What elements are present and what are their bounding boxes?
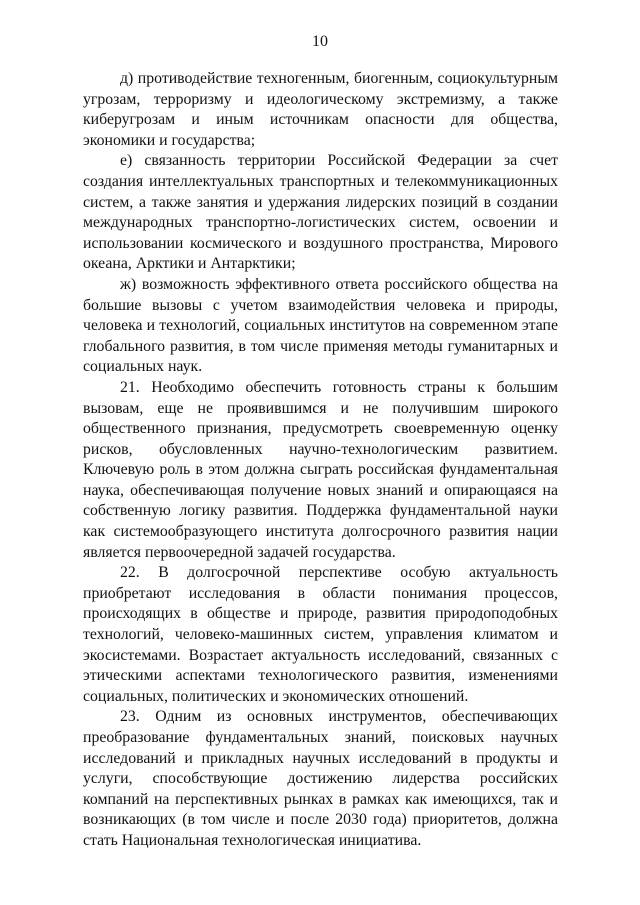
document-body xyxy=(83,69,558,852)
paragraph-23: 23. Одним из основных инструментов, обеспечивающих преобразование фундаментальных знаний, поисковых научных исследований и прикладных научных исследований в продукты и услуги, способствующие достижению лидерства российских компаний на перспективных рынках в рамках как имеющихся, так и возникающих (в том числе и после 2030 года) приоритетов, должна стать Национальная технологическая инициатива. xyxy=(83,708,558,849)
paragraph-item-zh: ж) возможность эффективного ответа российского общества на большие вызовы с учетом взаимодействия человека и природы, человека и технологий, социальных институтов на современном этапе глобального развития, в том числе применяя методы гуманитарных и социальных наук. xyxy=(83,275,558,376)
paragraph-item-e: е) связанность территории Российской Федерации за счет создания интеллектуальных транспортных и телекоммуникационных систем, а также занятия и удержания лидерских позиций в создании международных транспортно-логистических систем, освоении и использовании космического и воздушного пространства, Мирового океана, Арктики и Антарктики; xyxy=(83,152,558,273)
paragraph-item-d: д) противодействие техногенным, биогенным, социокультурным угрозам, терроризму и идеологическому экстремизму, а также киберугрозам и иным источникам опасности для общества, экономики и государства; xyxy=(83,70,558,149)
page-number: 10 xyxy=(312,33,328,50)
paragraph-22: 22. В долгосрочной перспективе особую актуальность приобретают исследования в области понимания процессов, происходящих в обществе и природе, развития природоподобных технологий, человеко-машинных систем, управления климатом и экосистемами. Возрастает актуальность исследований, связанных с этическими аспектами технологического развития, изменениями социальных, политических и экономических отношений. xyxy=(83,564,558,705)
paragraph-21: 21. Необходимо обеспечить готовность страны к большим вызовам, еще не проявившимся и не получившим широкого общественного признания, предусмотреть своевременную оценку рисков, обусловленных научно-технологическим развитием. Ключевую роль в этом должна сыграть российская фундаментальная наука, обеспечивающая получение новых знаний и опирающаяся на собственную логику развития. Поддержка фундаментальной науки как системообразующего института долгосрочного развития нации является первоочередной задачей государства. xyxy=(83,378,558,561)
